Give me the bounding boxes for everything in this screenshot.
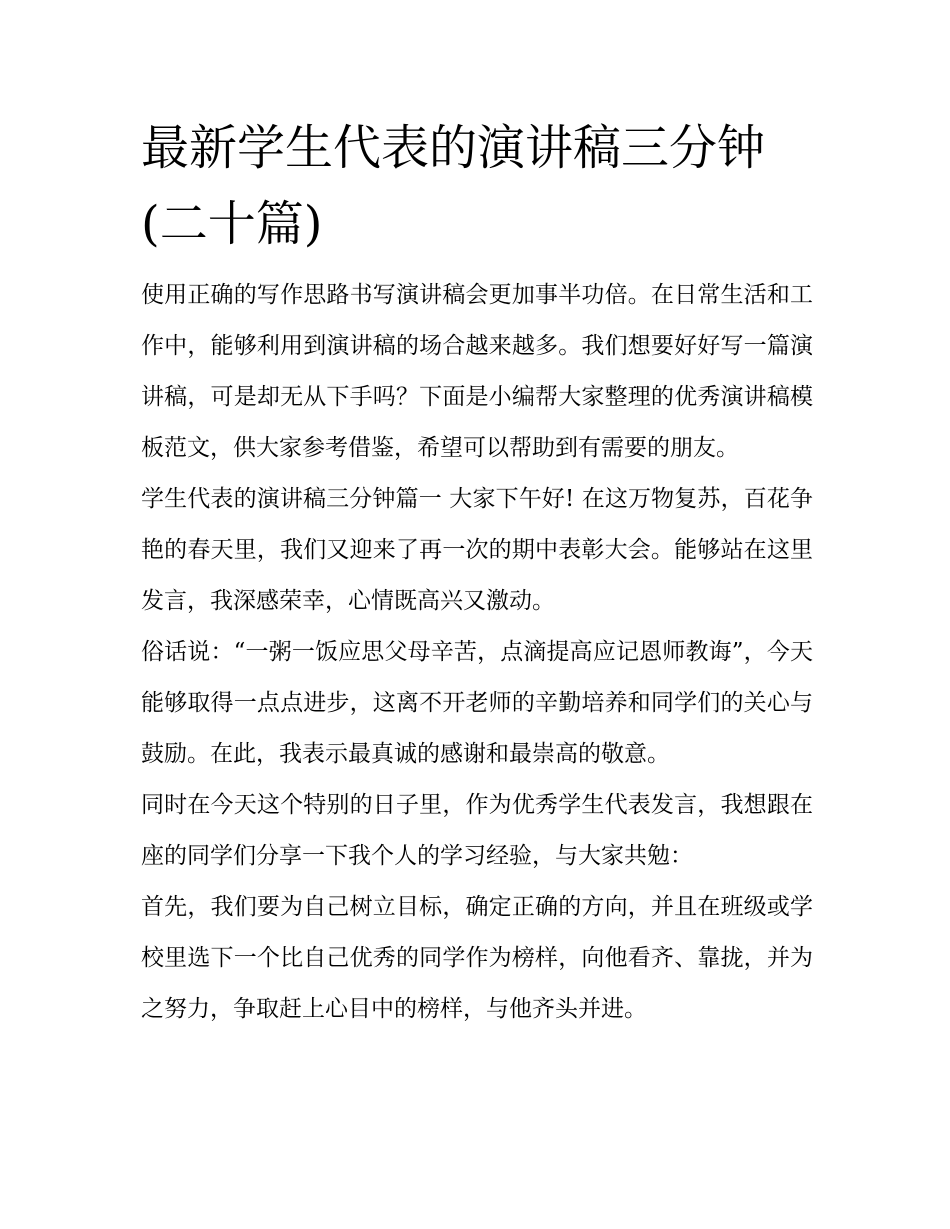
- document-title: 最新学生代表的演讲稿三分钟(二十篇): [141, 120, 766, 252]
- document-body: [141, 270, 813, 1035]
- paragraph-intro: 使用正确的写作思路书写演讲稿会更加事半功倍。在日常生活和工作中，能够利用到演讲稿的场合越来越多。我们想要好好写一篇演讲稿，可是却无从下手吗？下面是小编帮大家整理的优秀演讲稿模板范文，供大家参考借鉴，希望可以帮助到有需要的朋友。: [141, 282, 813, 461]
- paragraph-gratitude: 俗话说：“一粥一饭应思父母辛苦，点滴提高应记恩师教诲”，今天能够取得一点点进步，这离不开老师的辛勤培养和同学们的关心与鼓励。在此，我表示最真诚的感谢和最崇高的敬意。: [141, 639, 813, 767]
- paragraph-greeting: 学生代表的演讲稿三分钟篇一 大家下午好! 在这万物复苏，百花争艳的春天里，我们又迎来了再一次的期中表彰大会。能够站在这里发言，我深感荣幸，心情既高兴又激动。: [141, 486, 813, 614]
- document-content: [141, 110, 813, 1035]
- paragraph-sharing: 同时在今天这个特别的日子里，作为优秀学生代表发言，我想跟在座的同学们分享一下我个人的学习经验，与大家共勉：: [141, 792, 813, 869]
- paragraph-first-point: 首先，我们要为自己树立目标，确定正确的方向，并且在班级或学校里选下一个比自己优秀的同学作为榜样，向他看齐、靠拢，并为之努力，争取赶上心目中的榜样，与他齐头并进。: [141, 894, 813, 1022]
